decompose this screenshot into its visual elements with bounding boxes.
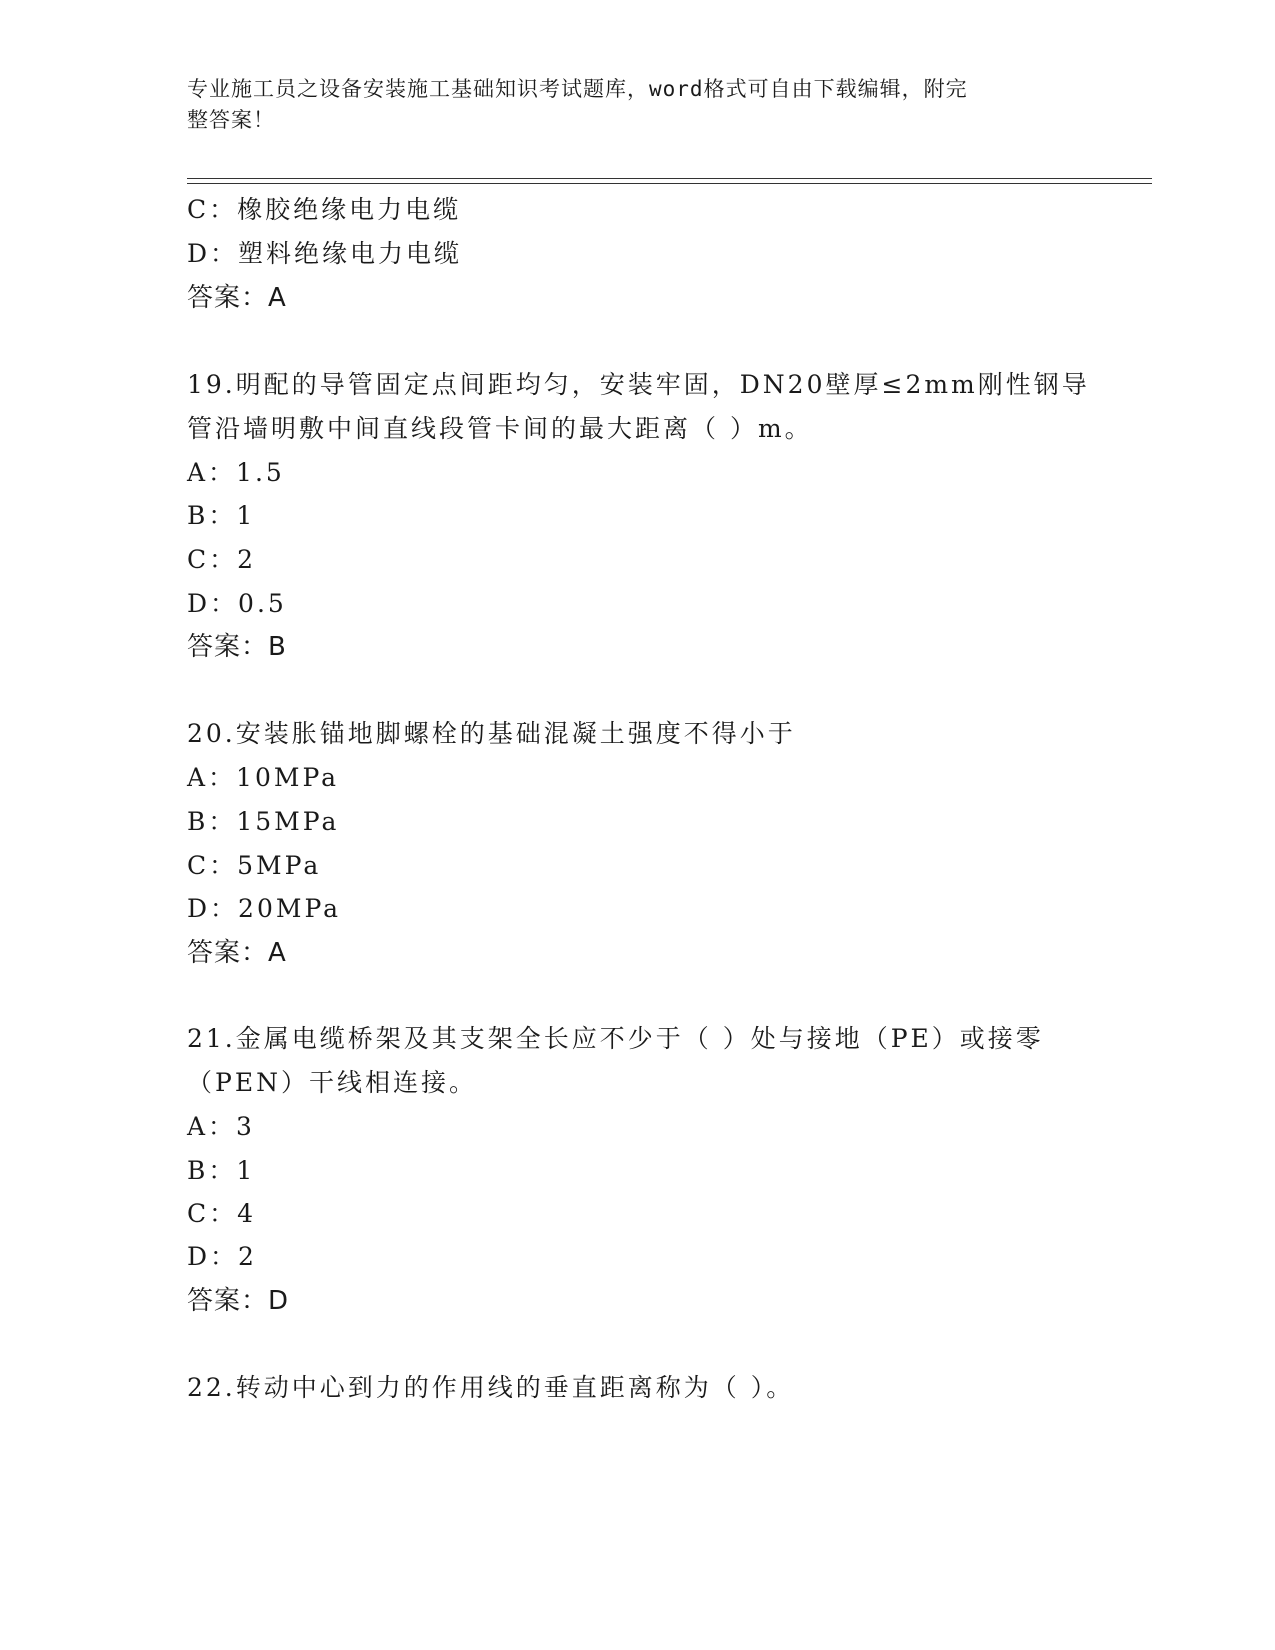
q19-answer: 答案：B	[187, 632, 287, 662]
prev-answer: 答案：A	[187, 283, 287, 313]
q20-stem-line-1: 20.安装胀锚地脚螺栓的基础混凝土强度不得小于	[187, 719, 796, 748]
header-divider-bottom	[187, 183, 1152, 184]
q19-stem-line-2: 管沿墙明敷中间直线段管卡间的最大距离（ ）m。	[187, 414, 813, 443]
q21-option-c: C：4	[187, 1199, 257, 1228]
q21-option-d: D：2	[187, 1242, 257, 1271]
q20-option-d: D：20MPa	[187, 894, 342, 923]
header-line-1: 专业施工员之设备安装施工基础知识考试题库，word格式可自由下载编辑，附完	[187, 77, 968, 101]
q21-option-b: B：1	[187, 1156, 256, 1185]
q20-option-b: B：15MPa	[187, 807, 340, 836]
q20-option-a: A：10MPa	[187, 763, 340, 792]
q21-answer: 答案：D	[187, 1286, 290, 1316]
prev-option-c: C：橡胶绝缘电力电缆	[187, 195, 462, 224]
q19-option-d: D：0.5	[187, 589, 287, 618]
q21-stem-line-2: （PEN）干线相连接。	[187, 1068, 477, 1097]
q19-option-a: A：1.5	[187, 458, 285, 487]
q19-option-b: B：1	[187, 501, 256, 530]
page-header	[187, 74, 1067, 136]
q22-stem-line-1: 22.转动中心到力的作用线的垂直距离称为（ ）。	[187, 1373, 795, 1402]
q19-stem-line-1: 19.明配的导管固定点间距均匀，安装牢固，DN20壁厚≤2mm刚性钢导	[187, 370, 1090, 399]
q19-option-c: C：2	[187, 545, 257, 574]
q21-stem-line-1: 21.金属电缆桥架及其支架全长应不少于（ ）处与接地（PE）或接零	[187, 1024, 1044, 1053]
q21-option-a: A：3	[187, 1112, 255, 1141]
prev-option-d: D：塑料绝缘电力电缆	[187, 239, 463, 268]
q20-option-c: C：5MPa	[187, 851, 322, 880]
header-line-2: 整答案！	[187, 108, 275, 132]
q20-answer: 答案：A	[187, 938, 287, 968]
header-divider-top	[187, 178, 1152, 179]
